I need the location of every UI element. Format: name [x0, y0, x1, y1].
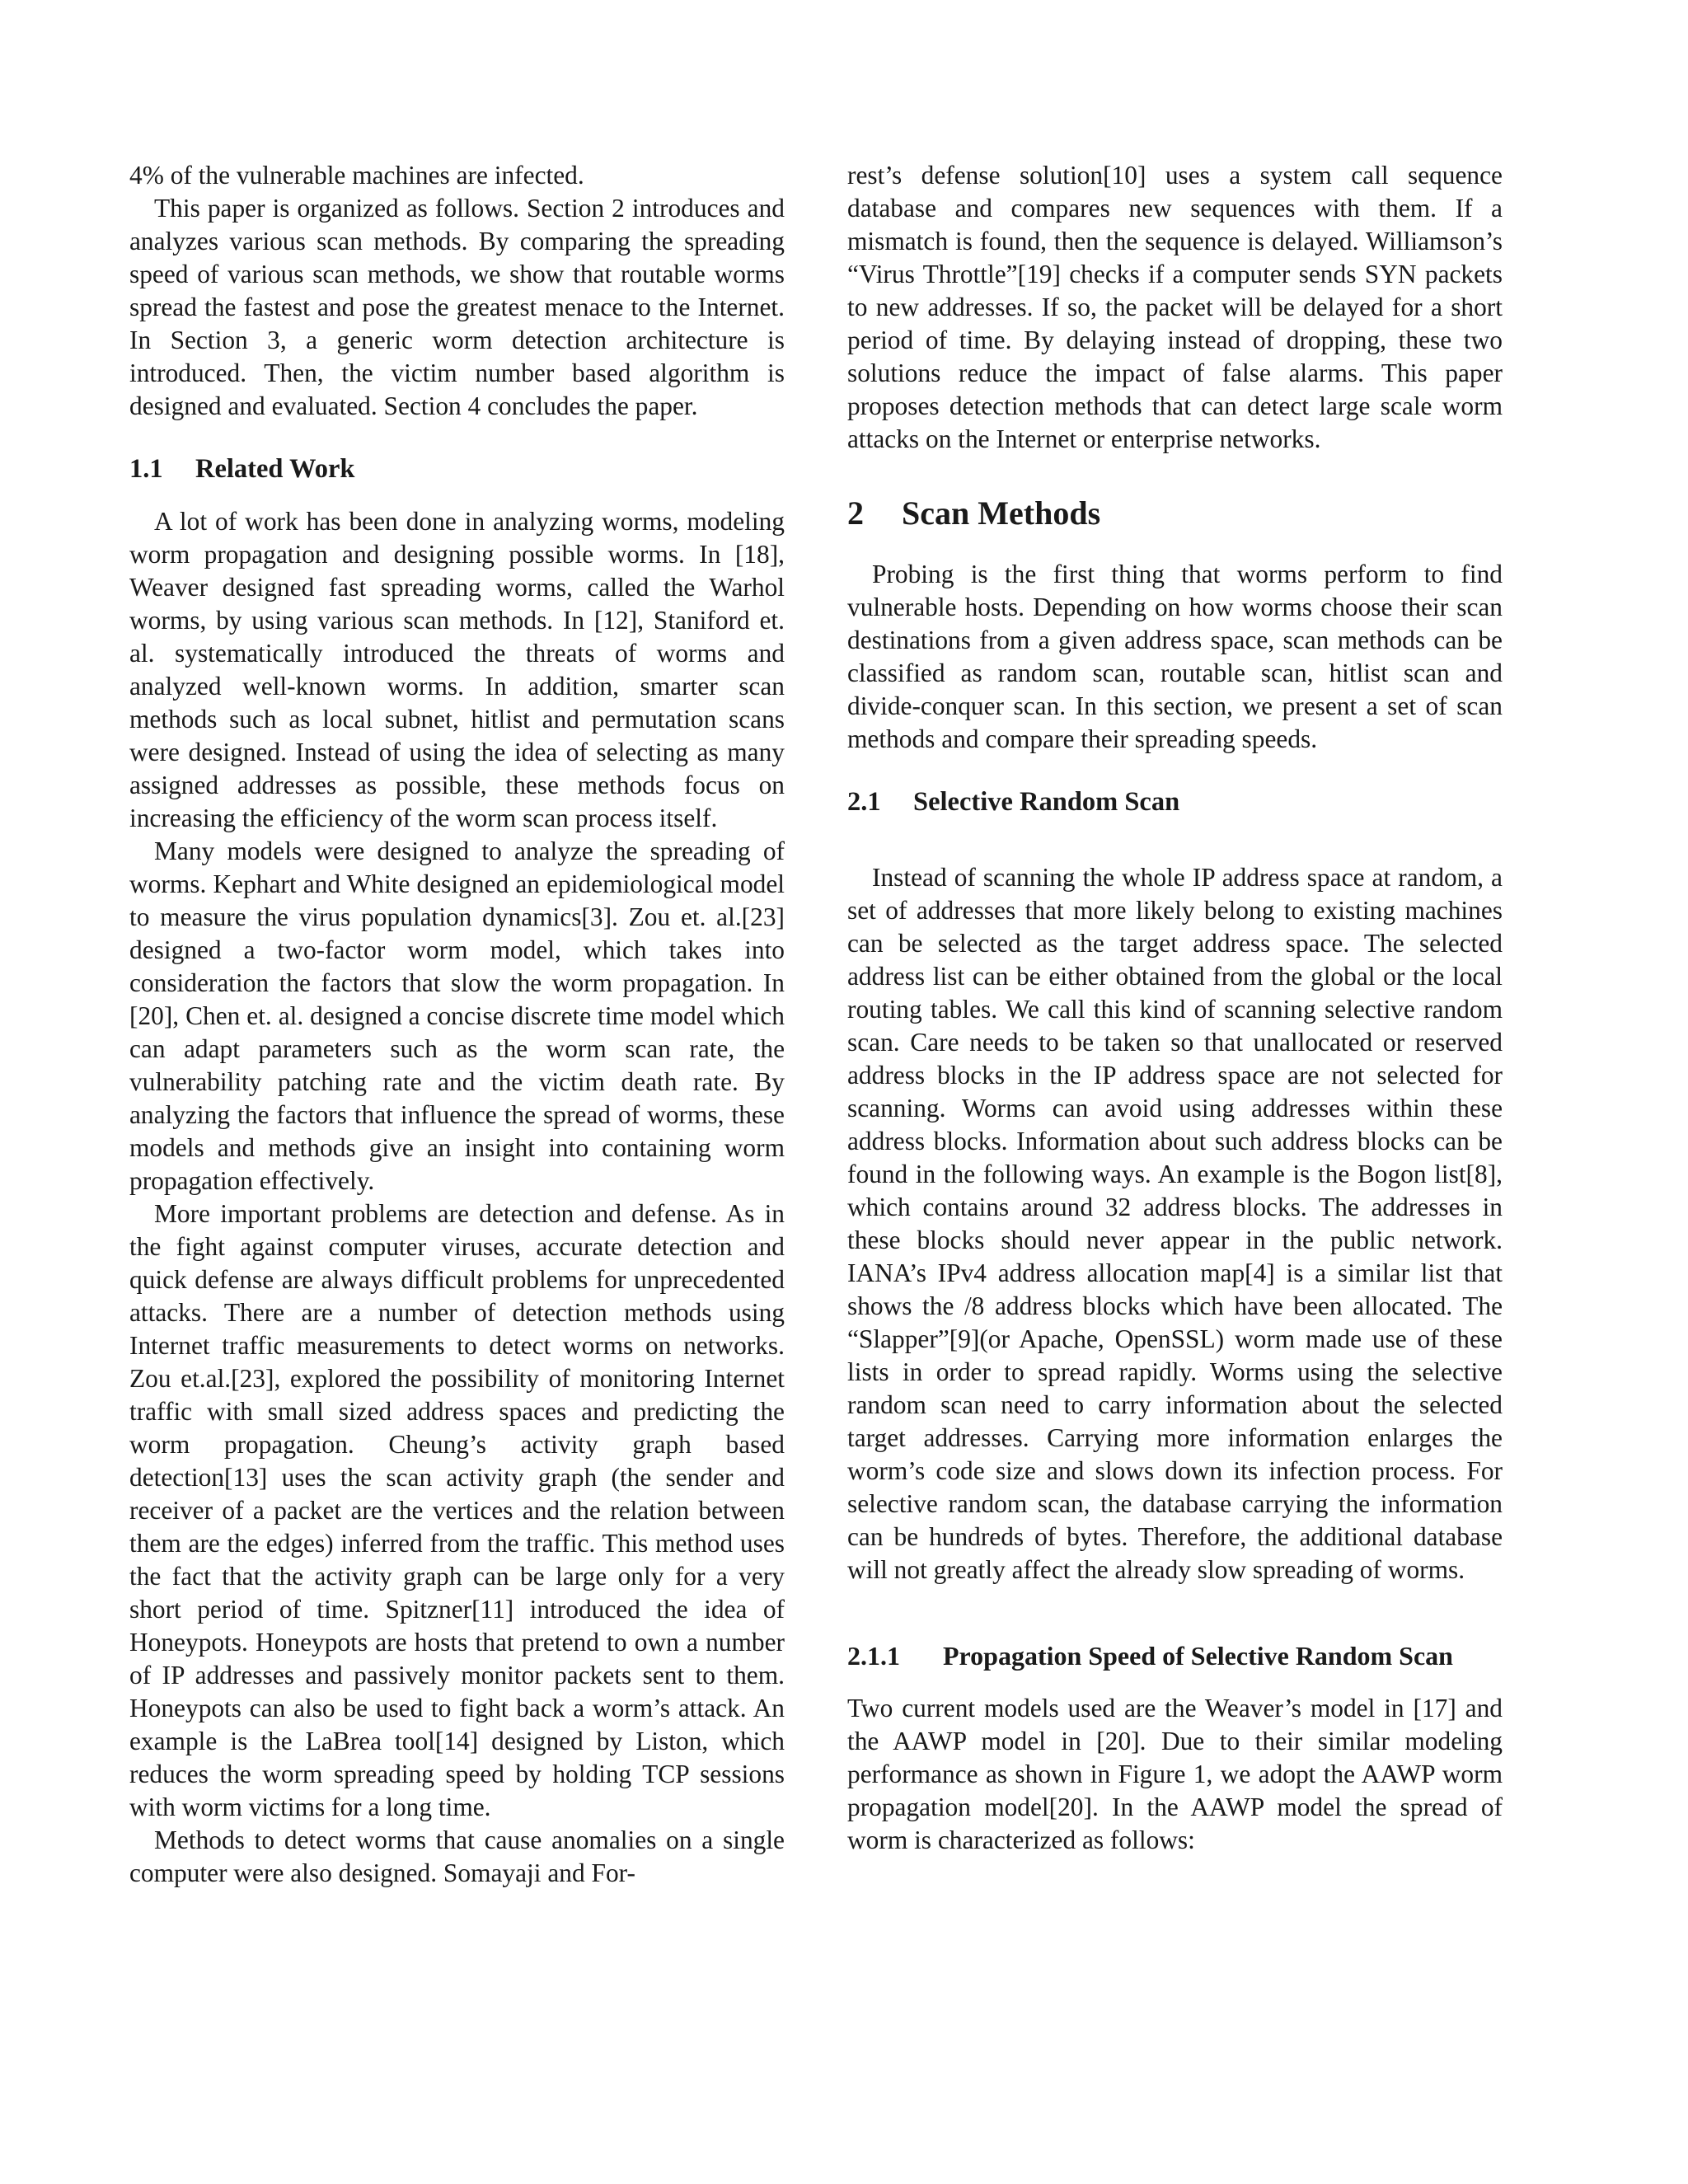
- heading-scan-methods: [847, 494, 1503, 533]
- right-column: [847, 159, 1503, 1857]
- paragraph-related-4-cont: rest’s defense solution[10] uses a system call sequence database and compares new sequences with them. If a mismatch is found, then the sequence is delayed. Williamson’s “Virus Throttle”[19] checks if a computer sends SYN packets to new addresses. If so, the packet will be delayed for a short period of time. By delaying instead of dropping, these two solutions reduce the impact of false alarms. This paper proposes detection methods that can detect large scale worm attacks on the Internet or enterprise networks.: [847, 161, 1503, 453]
- heading-propagation-speed: [847, 1639, 1503, 1672]
- paragraph-related-4: Methods to detect worms that cause anomalies on a single computer were also designed. Somayaji and For-: [129, 1825, 785, 1887]
- heading-related-work: [129, 452, 785, 485]
- heading-number: 2: [847, 494, 864, 532]
- heading-number: 2.1: [847, 787, 881, 817]
- paragraph-intro-end: 4% of the vulnerable machines are infected.: [129, 161, 584, 190]
- heading-title: Scan Methods: [902, 494, 1101, 532]
- heading-selective-random-scan: [847, 785, 1503, 818]
- paragraph-propagation: Two current models used are the Weaver’s model in [17] and the AAWP model in [20]. Due to their similar modeling performance as shown in Figure 1, we adopt the AAWP worm propagation model[20]. In the AAWP model the spread of worm is characterized as follows:: [847, 1694, 1503, 1854]
- heading-number: 2.1.1: [847, 1641, 900, 1671]
- paragraph-related-2: Many models were designed to analyze the spreading of worms. Kephart and White designed an epidemiological model to measure the virus population dynamics[3]. Zou et. al.[23] designed a two-factor worm model, which takes into consideration the factors that slow the worm propagation. In [20], Chen et. al. designed a concise discrete time model which can adapt parameters such as the worm scan rate, the vulnerability patching rate and the victim death rate. By analyzing the factors that influence the spread of worms, these models and methods give an insight into containing worm propagation effectively.: [129, 837, 785, 1195]
- heading-number: 1.1: [129, 454, 163, 484]
- paragraph-related-3: More important problems are detection and defense. As in the fight against computer viruses, accurate detection and quick defense are always difficult problems for unprecedented attacks. There are a number of detection methods using Internet traffic measurements to detect worms on networks. Zou et.al.[23], explored the possibility of monitoring Internet traffic with small sized address spaces and predicting the worm propagation. Cheung’s activity graph based detection[13] uses the scan activity graph (the sender and receiver of a packet are the vertices and the relation between them are the edges) inferred from the traffic. This method uses the fact that the activity graph can be large only for a very short period of time. Spitzner[11] introduced the idea of Honeypots. Honeypots are hosts that pretend to own a number of IP addresses and passively monitor packets sent to them. Honeypots can also be used to fight back a worm’s attack. An example is the LaBrea tool[14] designed by Liston, which reduces the worm spreading speed by holding TCP sessions with worm victims for a long time.: [129, 1199, 785, 1821]
- heading-title: Selective Random Scan: [913, 787, 1180, 817]
- heading-title: Related Work: [195, 454, 355, 484]
- left-column: [129, 159, 785, 1890]
- paragraph-related-1: A lot of work has been done in analyzing worms, modeling worm propagation and designing possible worms. In [18], Weaver designed fast spreading worms, called the Warhol worms, by using various scan methods. In [12], Staniford et. al. systematically introduced the threats of worms and analyzed well-known worms. In addition, smarter scan methods such as local subnet, hitlist and permutation scans were designed. Instead of using the idea of selecting as many assigned addresses as possible, these methods focus on increasing the efficiency of the worm scan process itself.: [129, 507, 785, 832]
- paragraph-selective: Instead of scanning the whole IP address space at random, a set of addresses that more likely belong to existing machines can be selected as the target address space. The selected address list can be either obtained from the global or the local routing tables. We call this kind of scanning selective random scan. Care needs to be taken so that unallocated or reserved address blocks in the IP address space are not selected for scanning. Worms can avoid using addresses within these address blocks. Information about such address blocks can be found in the following ways. An example is the Bogon list[8], which contains around 32 address blocks. The addresses in these blocks should never appear in the public network. IANA’s IPv4 address allocation map[4] is a similar list that shows the /8 address blocks which have been allocated. The “Slapper”[9](or Apache, OpenSSL) worm made use of these lists in order to spread rapidly. Worms using the selective random scan need to carry information about the selected target addresses. Carrying more information enlarges the worm’s code size and slows down its infection process. For selective random scan, the database carrying the information can be hundreds of bytes. Therefore, the additional database will not greatly affect the already slow spreading of worms.: [847, 863, 1503, 1584]
- paragraph-scan-intro: Probing is the first thing that worms perform to find vulnerable hosts. Depending on how worms choose their scan destinations from a given address space, scan methods can be classified as random scan, routable scan, hitlist scan and divide-conquer scan. In this section, we present a set of scan methods and compare their spreading speeds.: [847, 560, 1503, 753]
- paragraph-organization: This paper is organized as follows. Section 2 introduces and analyzes various scan methods. By comparing the spreading speed of various scan methods, we show that routable worms spread the fastest and pose the greatest menace to the Internet. In Section 3, a generic worm detection architecture is introduced. Then, the victim number based algorithm is designed and evaluated. Section 4 concludes the paper.: [129, 194, 785, 420]
- heading-title: Propagation Speed of Selective Random Scan: [943, 1641, 1453, 1671]
